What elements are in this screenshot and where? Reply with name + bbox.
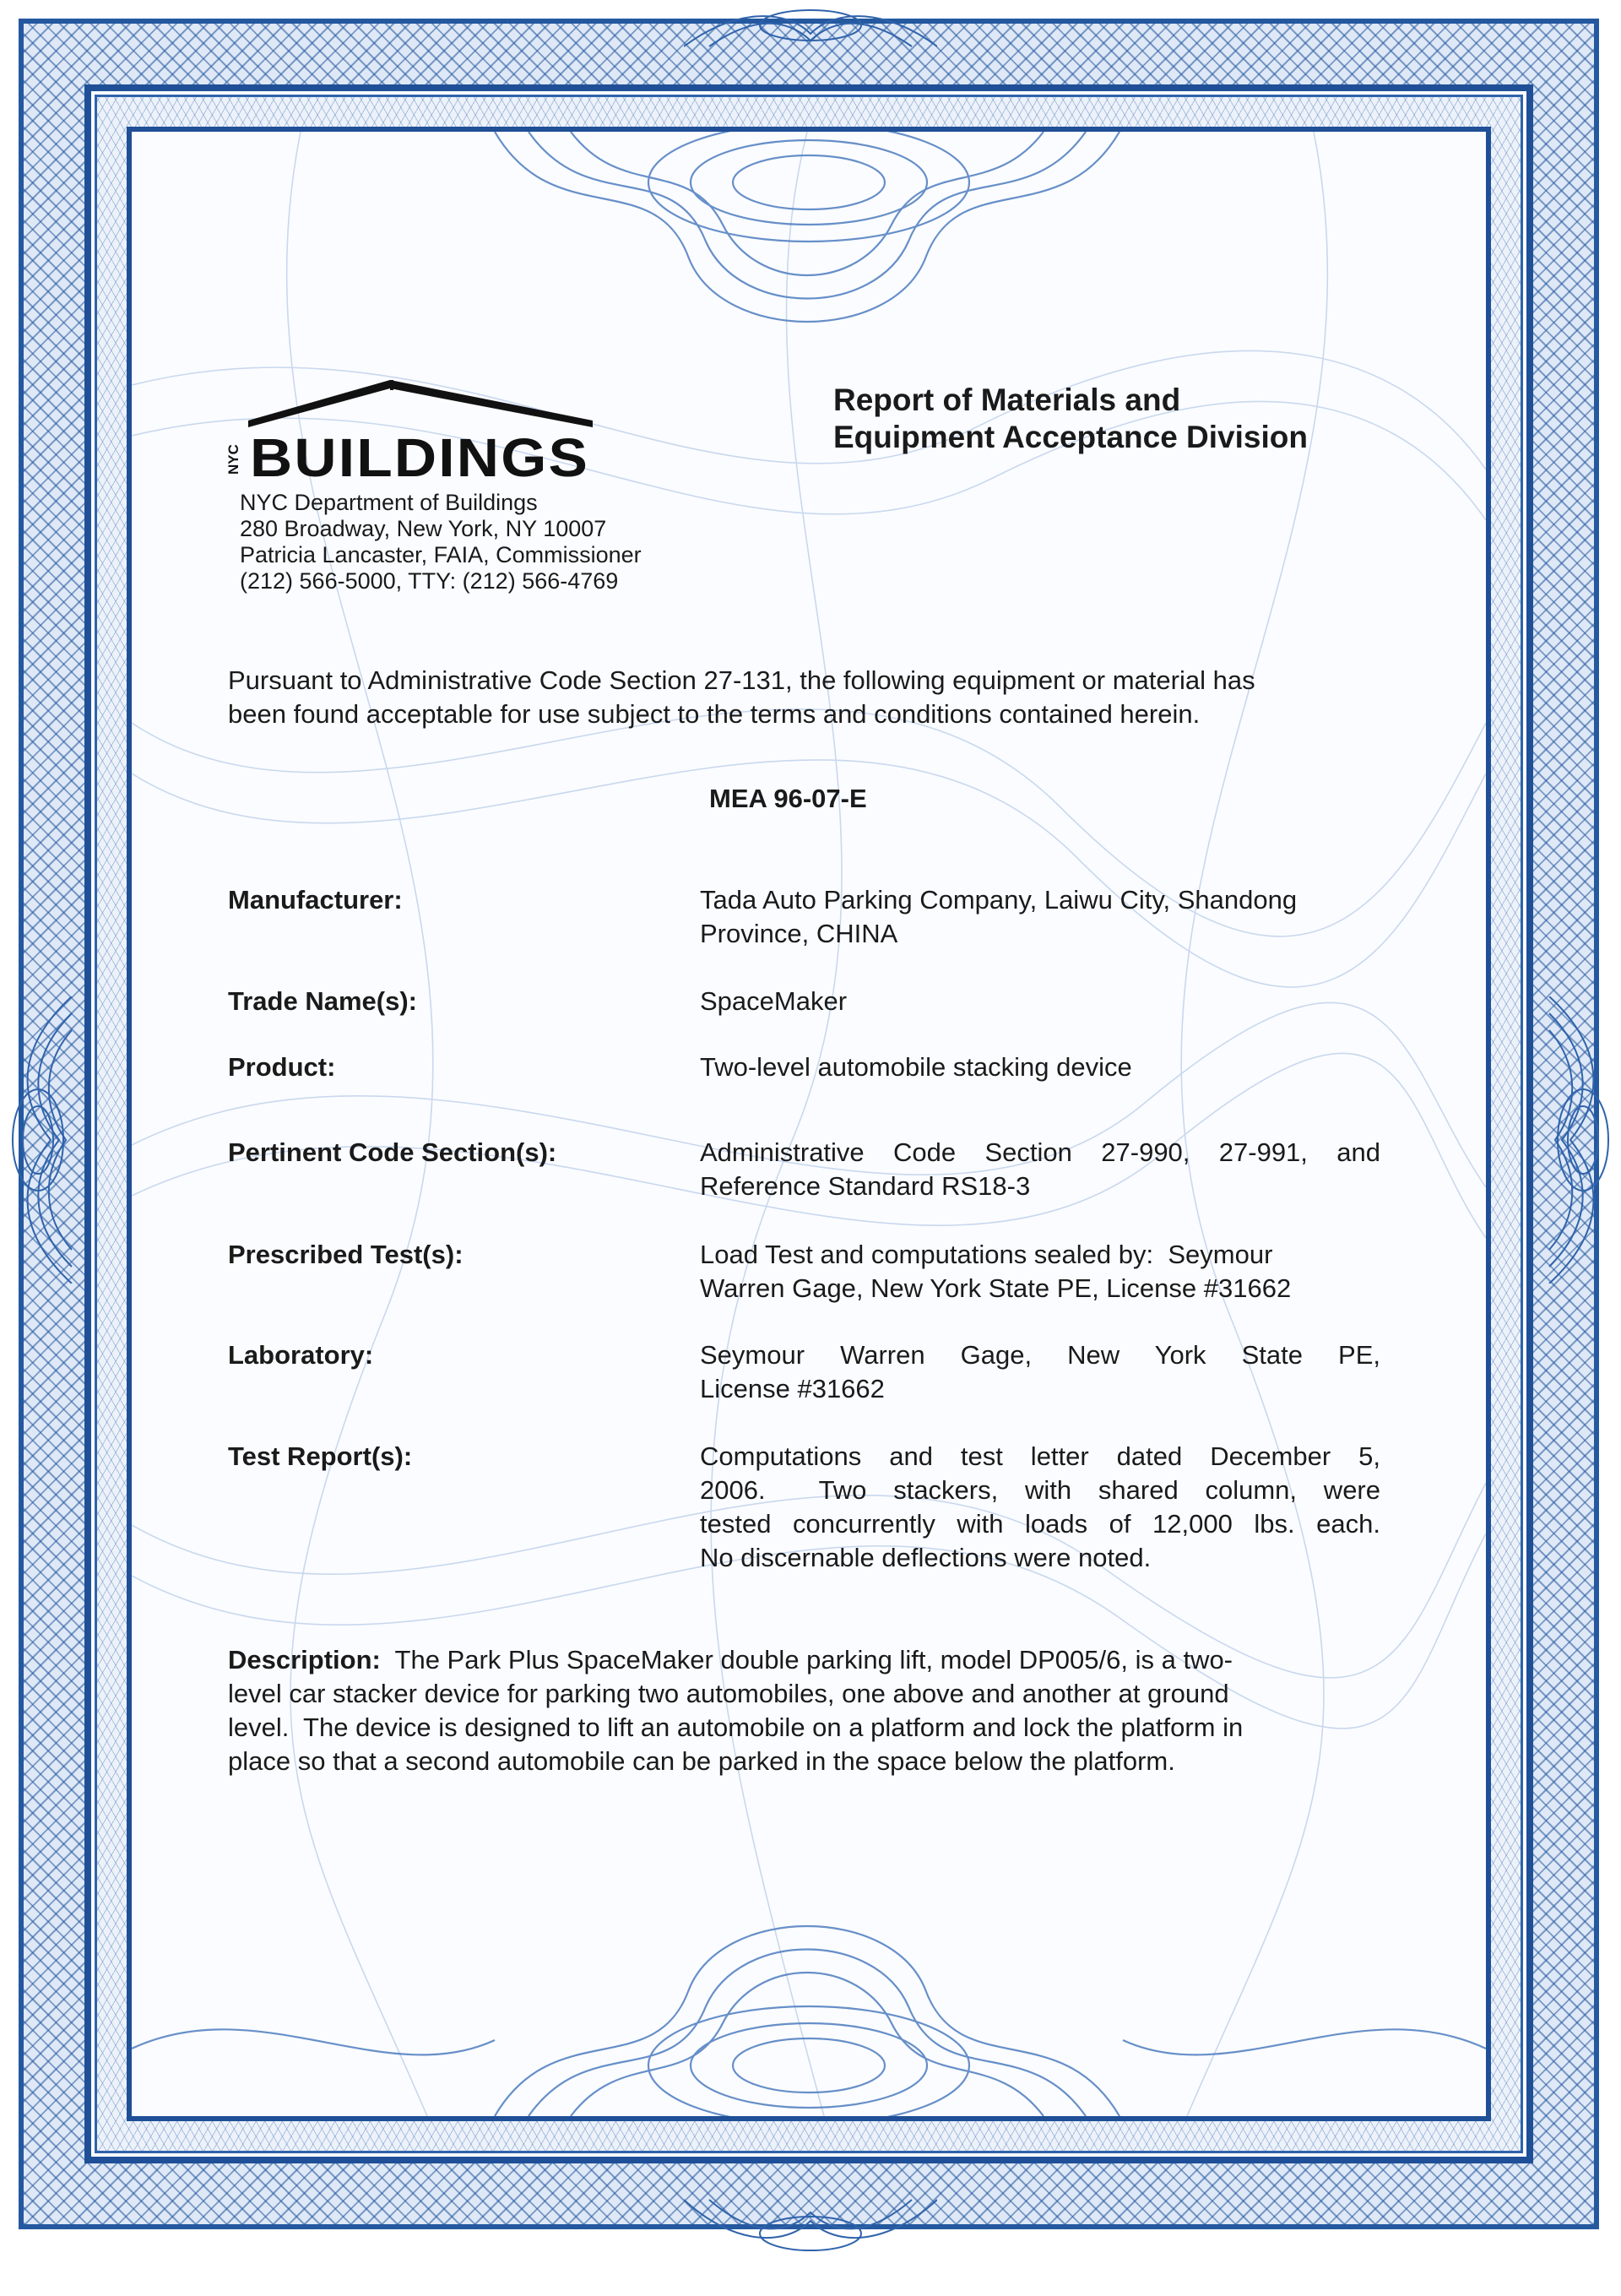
laboratory-line2: License #31662	[700, 1374, 885, 1403]
laboratory-value	[700, 1338, 1380, 1406]
report-title	[833, 382, 1308, 456]
logo-prefix: NYC	[225, 444, 241, 475]
prescribed-tests-value	[700, 1238, 1380, 1305]
test-reports-value	[700, 1440, 1380, 1575]
description-paragraph	[228, 1643, 1381, 1778]
trade-name-line1: SpaceMaker	[700, 986, 848, 1016]
description-line4: place so that a second automobile can be parked in the space below the platform.	[228, 1746, 1175, 1776]
prescribed-tests-label: Prescribed Test(s):	[228, 1240, 464, 1269]
report-title-line2: Equipment Acceptance Division	[833, 420, 1308, 454]
test-reports-line1: Computations and test letter dated December 5,	[700, 1441, 1380, 1471]
code-sections-line2: Reference Standard RS18-3	[700, 1171, 1031, 1201]
description-label: Description:	[228, 1645, 381, 1675]
code-sections-line1	[700, 1136, 1380, 1170]
manufacturer-label: Manufacturer:	[228, 885, 403, 915]
manufacturer-line1: Tada Auto Parking Company, Laiwu City, Shandong	[700, 885, 1298, 915]
prescribed-tests-line2: Warren Gage, New York State PE, License #31662	[700, 1273, 1292, 1303]
manufacturer-line2: Province, CHINA	[700, 919, 898, 948]
description-line1-text: The Park Plus SpaceMaker double parking lift, model DP005/6, is a two-	[380, 1645, 1233, 1675]
mea-number: MEA 96-07-E	[709, 784, 867, 813]
top-border-ornament	[684, 0, 937, 51]
product-label: Product:	[228, 1052, 336, 1082]
report-title-line1: Report of Materials and	[833, 383, 1181, 417]
department-commissioner: Patricia Lancaster, FAIA, Commissioner	[240, 542, 642, 567]
logo-wordmark: BUILDINGS	[250, 427, 589, 481]
laboratory-line1: Seymour Warren Gage, New York State PE,	[700, 1340, 1380, 1370]
laboratory-label: Laboratory:	[228, 1340, 374, 1370]
left-border-ornament	[0, 996, 76, 1284]
right-border-ornament	[1545, 996, 1621, 1284]
description-line3: level. The device is designed to lift an automobile on a platform and lock the platform in	[228, 1713, 1244, 1742]
nyc-buildings-logo	[221, 372, 593, 481]
department-phone: (212) 566-5000, TTY: (212) 566-4769	[240, 568, 619, 594]
code-sections-value	[700, 1136, 1380, 1203]
manufacturer-value	[700, 883, 1380, 951]
preamble-line2: been found acceptable for use subject to the terms and conditions contained herein.	[228, 699, 1201, 729]
test-reports-line4: No discernable deflections were noted.	[700, 1543, 1152, 1572]
bottom-border-ornament	[684, 2196, 937, 2263]
trade-name-label: Trade Name(s):	[228, 986, 417, 1016]
test-reports-line3: tested concurrently with loads of 12,000 lbs. each.	[700, 1509, 1380, 1539]
product-line1: Two-level automobile stacking device	[700, 1052, 1132, 1082]
code-sections-line1-text: Administrative Code Section 27-990, 27-991, and	[700, 1137, 1380, 1167]
preamble-line1: Pursuant to Administrative Code Section 27-131, the following equipment or material has	[228, 665, 1255, 695]
department-address	[240, 490, 642, 594]
code-sections-label: Pertinent Code Section(s):	[228, 1137, 557, 1167]
trade-name-value	[700, 985, 1380, 1018]
description-line2: level car stacker device for parking two automobiles, one above and another at ground	[228, 1679, 1229, 1708]
test-reports-label: Test Report(s):	[228, 1441, 413, 1471]
preamble	[228, 664, 1381, 731]
department-street: 280 Broadway, New York, NY 10007	[240, 516, 607, 541]
product-value	[700, 1050, 1380, 1084]
test-reports-line2: 2006. Two stackers, with shared column, were	[700, 1475, 1380, 1505]
prescribed-tests-line1: Load Test and computations sealed by: Seymour	[700, 1240, 1273, 1269]
description-line1	[228, 1643, 1381, 1677]
department-name: NYC Department of Buildings	[240, 490, 538, 515]
